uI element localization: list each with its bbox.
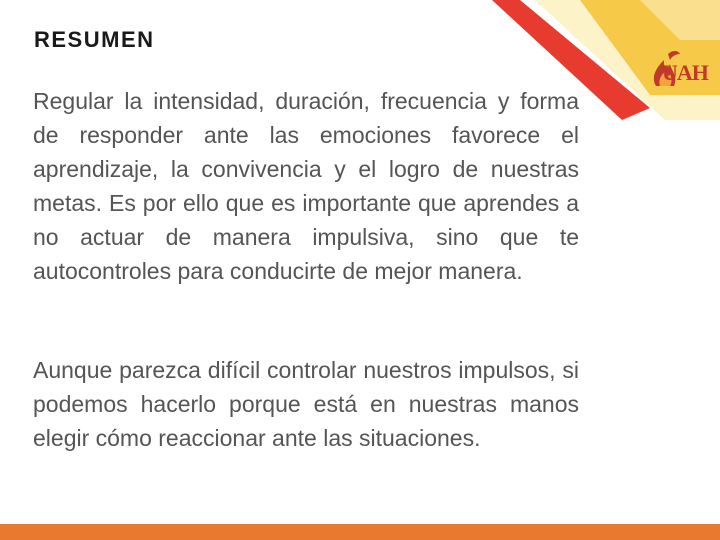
page-title: RESUMEN [34,27,155,52]
logo-text: UAH [662,60,708,85]
paragraph-2: Aunque parezca difícil controlar nuestros impulsos, si podemos hacerlo porque está en nuestras manos elegir cómo reaccionar ante las situaciones. [33,357,579,451]
paragraph-1: Regular la intensidad, duración, frecuencia y forma de responder ante las emociones favorece el aprendizaje, la convivencia y el logro de nuestras metas. Es por ello que es importante que aprendes a no actuar de manera impulsiva, sino que te autocontroles para conducirte de mejor manera. [33,88,579,284]
bottom-bar [0,524,720,540]
